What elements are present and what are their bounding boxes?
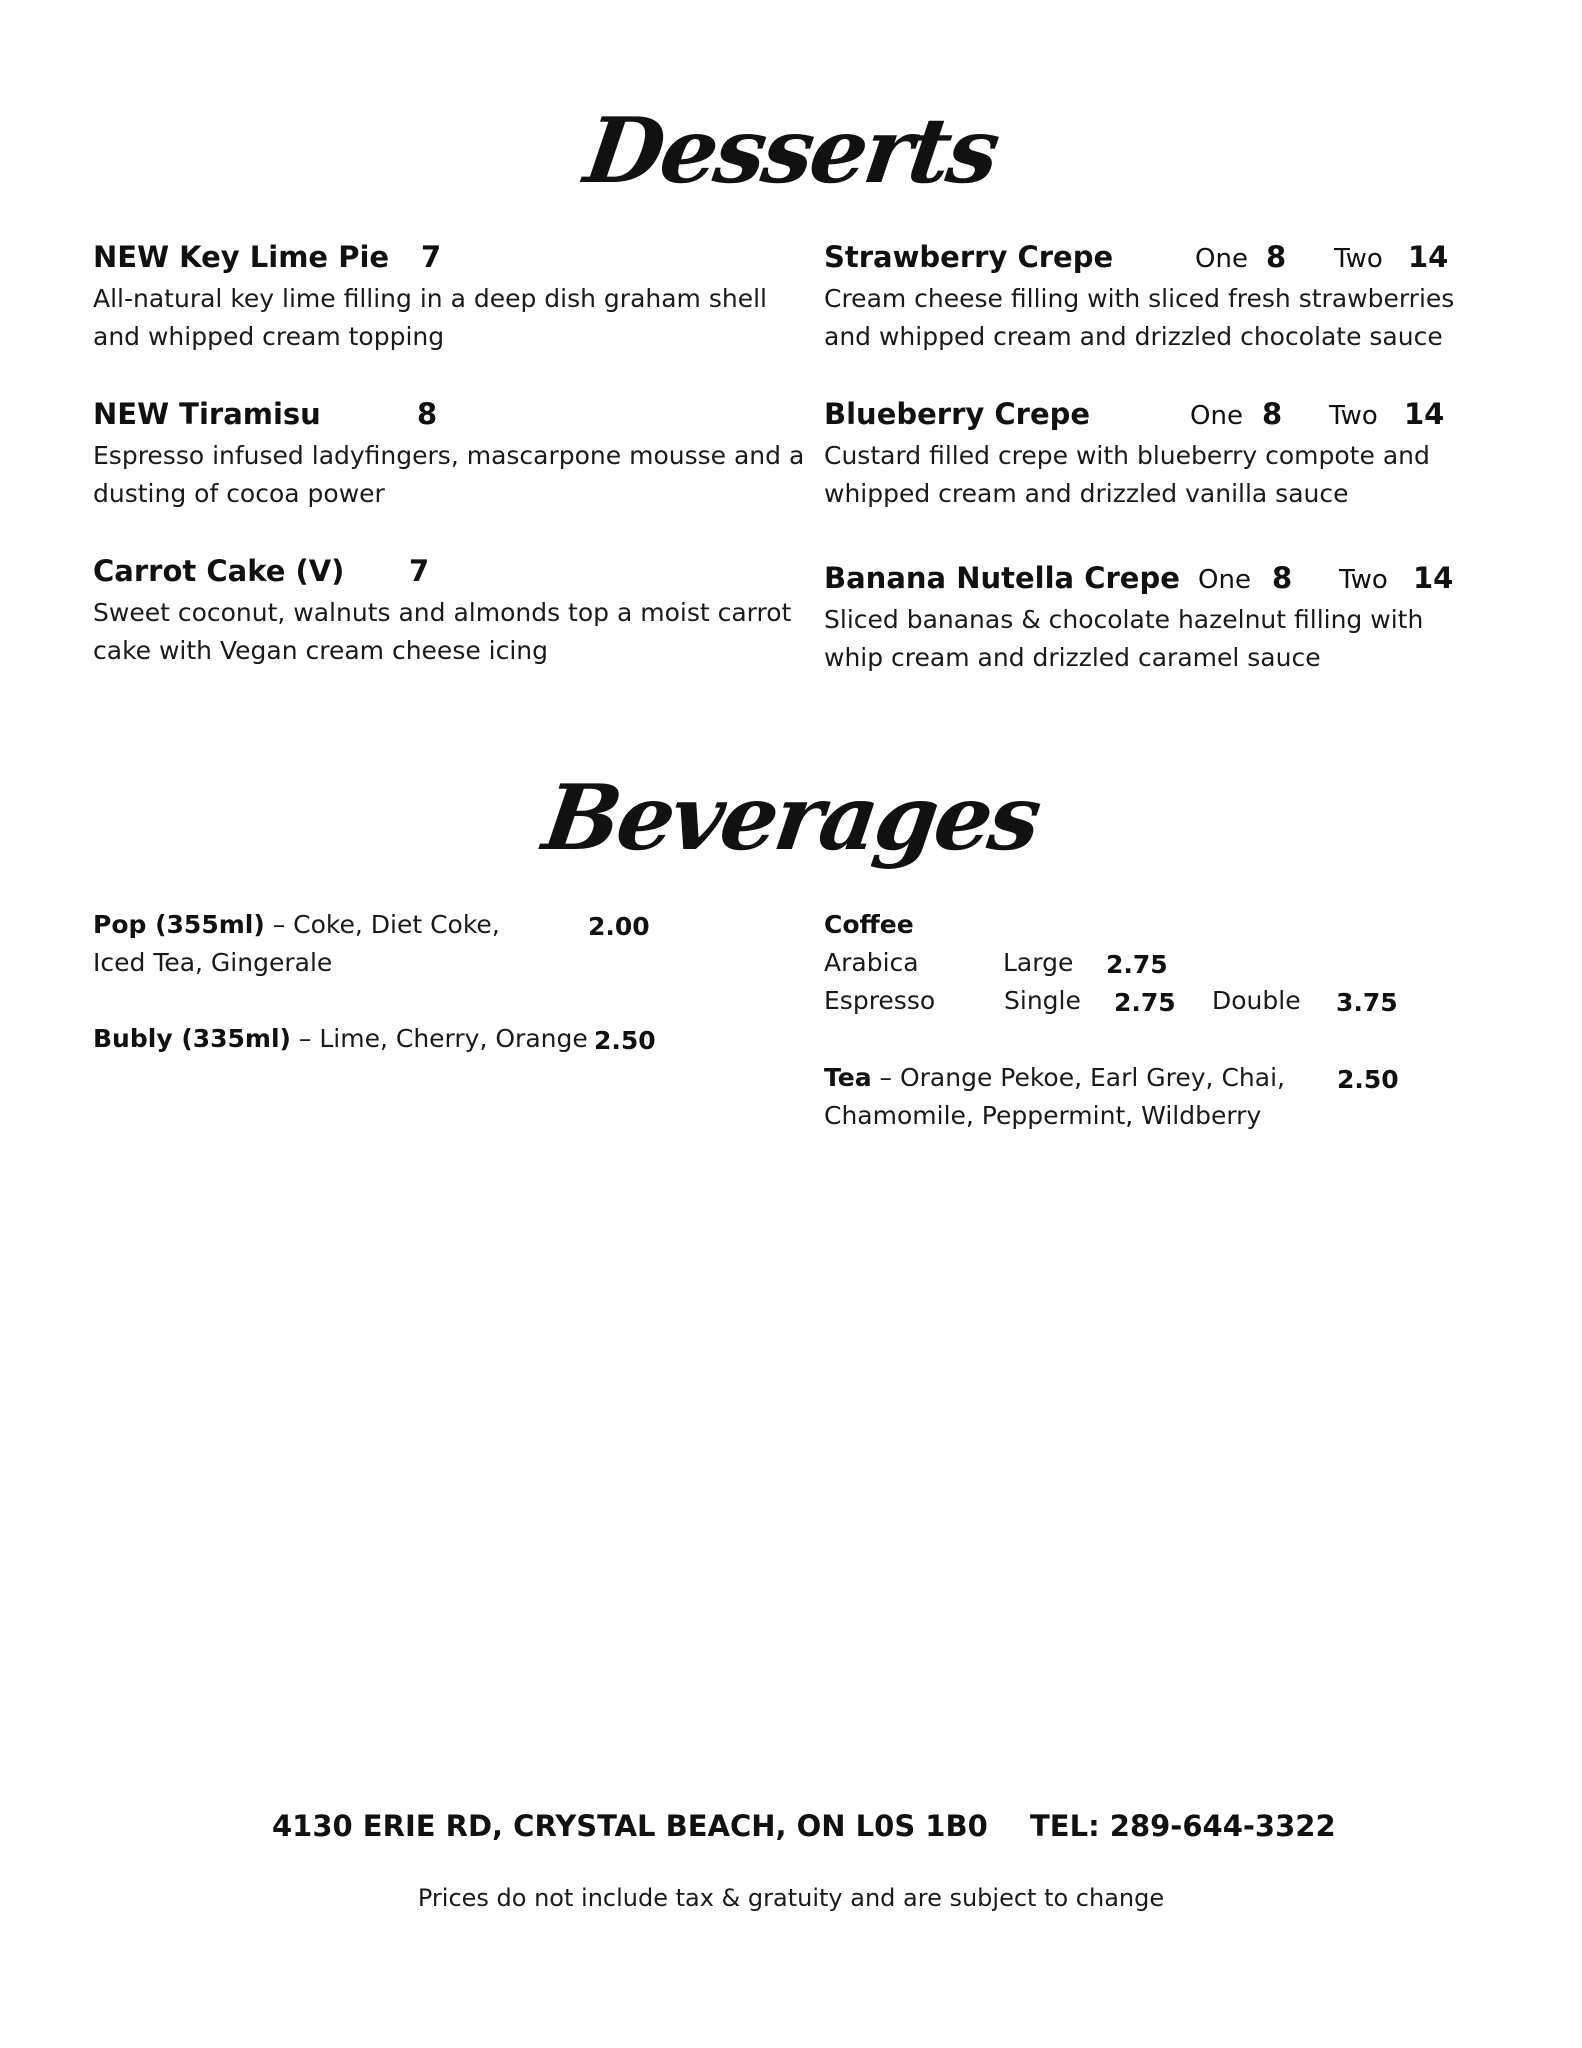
tea-name: Tea — [824, 1063, 872, 1092]
item-desc-line2: whipped cream and drizzled vanilla sauce — [824, 479, 1349, 508]
size-one-price: 8 — [1266, 240, 1287, 274]
desserts-heading: Desserts — [578, 98, 1004, 204]
pop-line1 — [93, 906, 500, 944]
size-two-price: 14 — [1413, 561, 1454, 595]
item-name: Strawberry Crepe — [824, 240, 1114, 274]
item-price: 7 — [421, 240, 442, 274]
footer-address: 4130 ERIE RD, CRYSTAL BEACH, ON L0S 1B0 — [272, 1809, 988, 1843]
arabica-price: 2.75 — [1106, 950, 1168, 979]
item-desc-line2: and whipped cream topping — [93, 322, 445, 351]
size-one-price: 8 — [1272, 561, 1293, 595]
item-name: Banana Nutella Crepe — [824, 561, 1180, 595]
item-name: Carrot Cake (V) — [93, 554, 345, 588]
size-two-label: Two — [1339, 565, 1388, 595]
pop-name: Pop (355ml) — [93, 910, 265, 939]
size-one-label: One — [1198, 565, 1251, 595]
item-desc-line1: Sliced bananas & chocolate hazelnut filling with — [824, 605, 1424, 634]
pop-list-line2: Iced Tea, Gingerale — [93, 948, 333, 977]
footer-price-note: Prices do not include tax & gratuity and are subject to change — [417, 1884, 1165, 1912]
item-name: NEW Tiramisu — [93, 397, 321, 431]
size-two-label: Two — [1329, 401, 1378, 431]
item-desc-line1: Espresso infused ladyfingers, mascarpone mousse and a — [93, 441, 805, 470]
espresso-price-single: 2.75 — [1114, 988, 1176, 1017]
tea-list-line1: – Orange Pekoe, Earl Grey, Chai, — [871, 1063, 1285, 1092]
arabica-size: Large — [1003, 948, 1074, 977]
item-name: Blueberry Crepe — [824, 397, 1091, 431]
tea-line1 — [824, 1059, 1285, 1097]
espresso-size-single: Single — [1004, 986, 1081, 1015]
espresso-name: Espresso — [824, 986, 936, 1015]
coffee-title-text: Coffee — [824, 910, 914, 939]
coffee-title — [824, 906, 914, 944]
footer-phone: TEL: 289-644-3322 — [1030, 1809, 1336, 1843]
bubly-price: 2.50 — [594, 1026, 656, 1055]
item-price: 8 — [417, 397, 438, 431]
item-name: NEW Key Lime Pie — [93, 240, 390, 274]
size-two-label: Two — [1334, 244, 1383, 274]
item-desc-line2: whip cream and drizzled caramel sauce — [824, 643, 1321, 672]
item-desc-line1: Custard filled crepe with blueberry compote and — [824, 441, 1430, 470]
espresso-price-double: 3.75 — [1336, 988, 1398, 1017]
size-one-label: One — [1190, 401, 1243, 431]
size-two-price: 14 — [1404, 397, 1445, 431]
size-one-label: One — [1195, 244, 1248, 274]
item-desc-line2: and whipped cream and drizzled chocolate sauce — [824, 322, 1443, 351]
espresso-size-double: Double — [1212, 986, 1301, 1015]
tea-price: 2.50 — [1337, 1065, 1399, 1094]
item-desc-line2: dusting of cocoa power — [93, 479, 385, 508]
bubly-line — [93, 1020, 588, 1058]
item-desc-line2: cake with Vegan cream cheese icing — [93, 636, 549, 665]
bubly-name: Bubly (335ml) — [93, 1024, 291, 1053]
pop-list-line1: – Coke, Diet Coke, — [264, 910, 500, 939]
pop-price: 2.00 — [588, 912, 650, 941]
item-desc-line1: Cream cheese filling with sliced fresh strawberries — [824, 284, 1455, 313]
tea-list-line2: Chamomile, Peppermint, Wildberry — [824, 1101, 1262, 1130]
item-desc-line1: All-natural key lime filling in a deep dish graham shell — [93, 284, 767, 313]
beverages-heading: Beverages — [537, 765, 1045, 871]
size-one-price: 8 — [1262, 397, 1283, 431]
bubly-list: – Lime, Cherry, Orange — [290, 1024, 588, 1053]
item-price: 7 — [409, 554, 430, 588]
item-desc-line1: Sweet coconut, walnuts and almonds top a moist carrot — [93, 598, 792, 627]
arabica-name: Arabica — [824, 948, 919, 977]
size-two-price: 14 — [1408, 240, 1449, 274]
